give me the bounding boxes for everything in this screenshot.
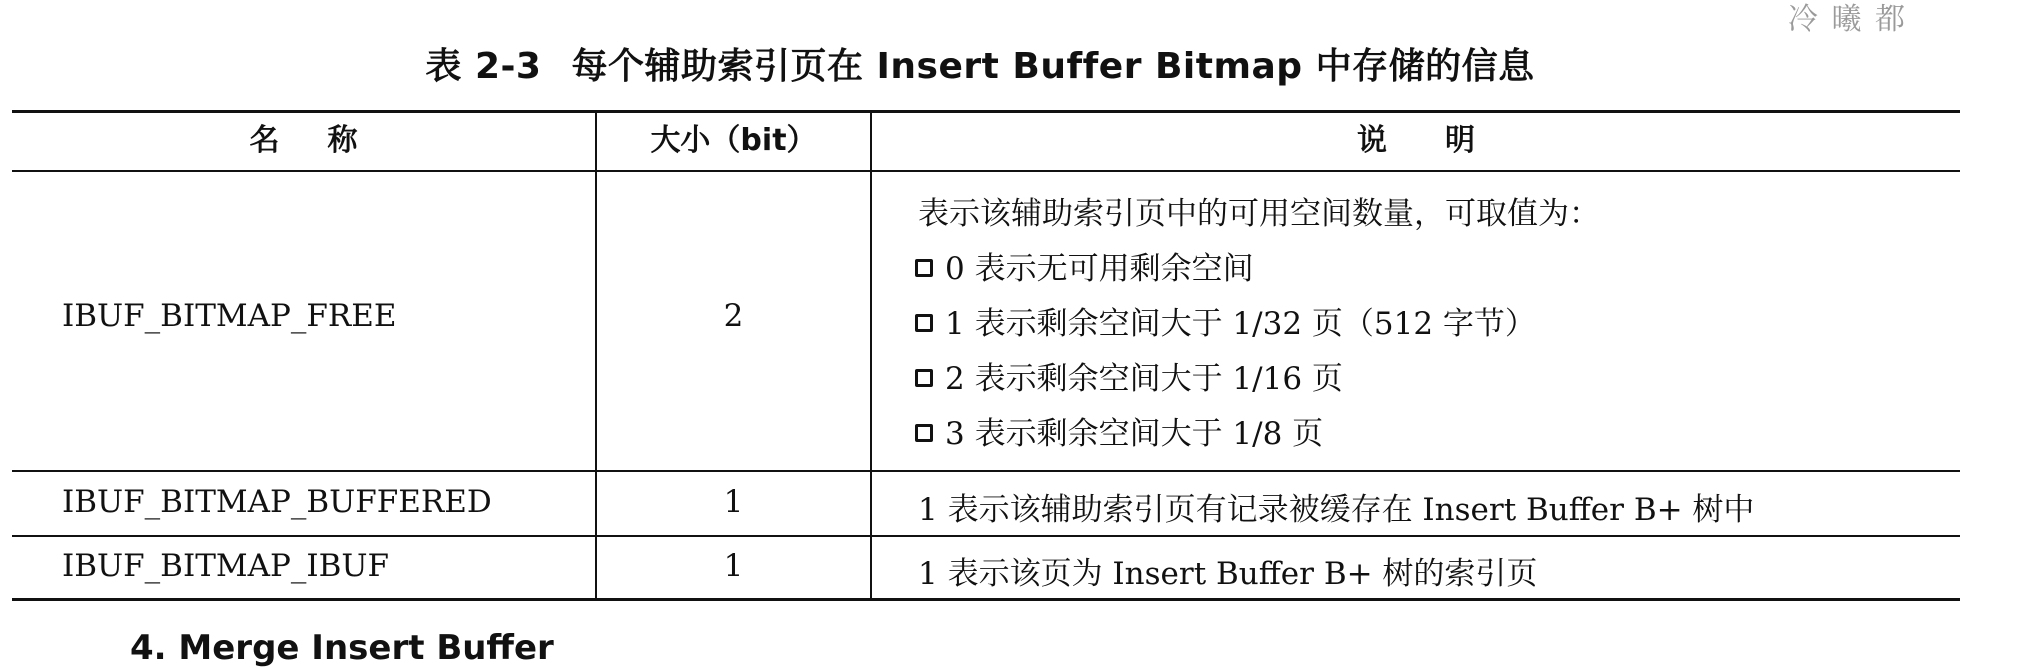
column-divider xyxy=(870,112,872,599)
row-ibuf-desc: 1 表示该页为 Insert Buffer B+ 树的索引页 xyxy=(918,556,1538,592)
row-ibuf-name: IBUF_BITMAP_IBUF xyxy=(62,548,390,584)
table-bottom-rule xyxy=(12,598,1960,601)
column-divider xyxy=(595,112,597,599)
header-description: 说明 xyxy=(1357,123,1533,158)
caption-number: 表 2-3 xyxy=(425,46,542,87)
checkbox-bullet-icon xyxy=(915,259,933,277)
row-free-size: 2 xyxy=(723,298,744,334)
next-section-heading: 4. Merge Insert Buffer xyxy=(130,628,554,668)
header-size: 大小（bit） xyxy=(650,123,817,158)
header-name: 名称 xyxy=(249,123,406,158)
checkbox-bullet-icon xyxy=(915,314,933,332)
list-item xyxy=(915,243,1254,288)
table-caption xyxy=(0,38,1960,89)
checkbox-bullet-icon xyxy=(915,369,933,387)
list-item xyxy=(915,408,1323,453)
row-free-desc-item: 2 表示剩余空间大于 1/16 页 xyxy=(945,361,1343,397)
corner-watermark: 冷 曦 都 xyxy=(1787,2,1907,37)
table-row-divider xyxy=(12,470,1960,472)
row-free-desc-item: 1 表示剩余空间大于 1/32 页（512 字节） xyxy=(945,306,1536,342)
checkbox-bullet-icon xyxy=(915,424,933,442)
row-free-name: IBUF_BITMAP_FREE xyxy=(62,298,397,334)
caption-title: 每个辅助索引页在 Insert Buffer Bitmap 中存储的信息 xyxy=(571,46,1535,87)
row-free-desc-intro: 表示该辅助索引页中的可用空间数量，可取值为： xyxy=(918,196,1600,232)
row-buffered-size: 1 xyxy=(723,484,744,520)
table-header-rule xyxy=(12,170,1960,172)
row-buffered-name: IBUF_BITMAP_BUFFERED xyxy=(62,484,492,520)
row-ibuf-size: 1 xyxy=(723,548,744,584)
list-item xyxy=(915,353,1343,398)
row-free-desc-item: 0 表示无可用剩余空间 xyxy=(945,251,1254,287)
row-free-desc-item: 3 表示剩余空间大于 1/8 页 xyxy=(945,416,1324,452)
list-item xyxy=(915,298,1536,343)
row-buffered-desc: 1 表示该辅助索引页有记录被缓存在 Insert Buffer B+ 树中 xyxy=(918,492,1755,528)
table-row-divider xyxy=(12,535,1960,537)
